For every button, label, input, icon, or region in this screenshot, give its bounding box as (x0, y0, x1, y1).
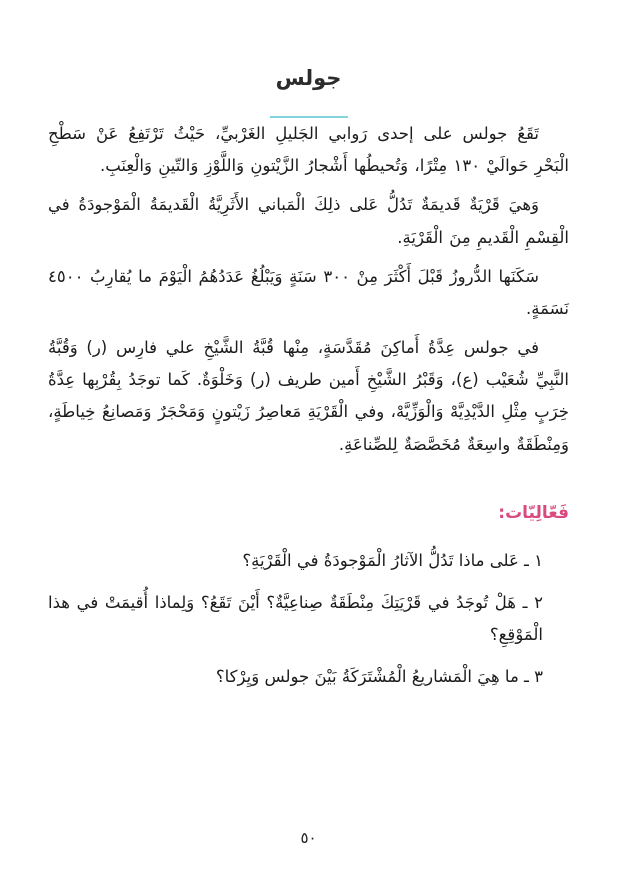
page-number: ٥٠ (300, 829, 317, 847)
page-title-block (48, 66, 569, 118)
body-paragraph-4: في جولس عِدَّةُ أَماكِنَ مُقَدَّسَةٍ، مِنْها قُبَّةُ الشَّيْخِ علي فارِس (ر) وَقُبَّةُ النَّبِيِّ شُعَيْب (ع)، وَقَبْرُ الشَّيْخِ أَمين طريف (ر) وَخَلْوَةٌ. كَما توجَدُ بِقُرْبِها عِدَّةُ خِرَبٍ مِثْلِ الدَّيْدِيَّهْ وَالْوَزِّيَّهْ، وفي الْقَرْيَةِ مَعاصِرُ زَيْتونٍ وَمَحْجَرٌ وَمَصانِعُ خِياطَةٍ، وَمِنْطَقَةٌ واسِعَةٌ مُخَصَّصَةٌ لِلصِّناعَةِ. (48, 338, 569, 454)
body-paragraph-3: سَكَنَها الدُّروزُ قَبْلَ أَكْثَرَ مِنْ ٣٠٠ سَنَةٍ وَيَبْلُغُ عَدَدُهُمُ الْيَوْمَ ما يُقارِبُ ٤٥٠٠ نَسَمَةٍ. (48, 266, 569, 318)
question-3: ٣ ـ ما هِيَ الْمَشاريعُ الْمُشْتَرَكَةُ بَيْنَ جولس وَيِرْكا؟ (215, 667, 543, 687)
question-2: ٢ ـ هَلْ تُوجَدُ في قَرْيَتِكَ مِنْطَقَةٌ صِناعِيَّةٌ؟ أَيْنَ تَقَعُ؟ وَلِماذا أُقيمَتْ في هذا الْمَوْقِعِ؟ (48, 592, 543, 645)
question-1: ١ ـ عَلى ماذا تَدُلُّ الآثارُ الْمَوْجودَةُ في الْقَرْيَةِ؟ (242, 550, 543, 570)
body-paragraph-2: وَهيَ قَرْيَةٌ قَديمَةٌ تَدُلُّ عَلى ذلِكَ الْمَباني الأَثَرِيَّةُ الْقَديمَةُ الْمَوْجودَةُ في الْقِسْمِ الْقَديمِ مِنَ الْقَرْيَةِ. (48, 195, 569, 247)
activities-heading: فَعّالِيّات: (498, 502, 569, 523)
page-title: جولس (275, 66, 342, 90)
body-paragraph-1: تَقَعُ جولس على إحدى رَوابي الجَليلِ الغَرْبيِّ، حَيْثُ تَرْتَفِعُ عَنْ سَطْحِ الْبَحْرِ حَوالَيْ ١٣٠ مِتْرًا، وَتُحيطُها أَشْجارُ الزَّيْتونِ وَاللَّوْزِ وَالتّينِ وَالْعِنَبِ. (48, 124, 569, 176)
